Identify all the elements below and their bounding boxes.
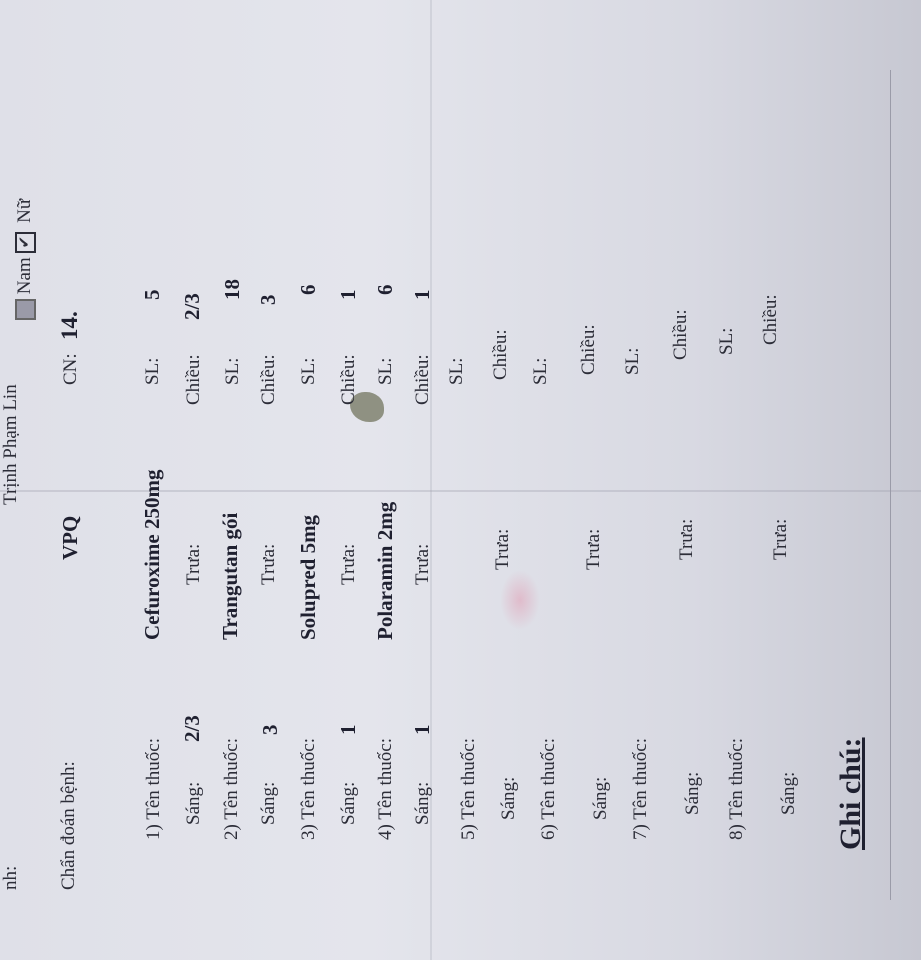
afternoon-label: Chiều: — [258, 354, 279, 405]
afternoon-label: Chiều: — [760, 294, 781, 345]
drug-label: 6) Tên thuốc: — [538, 737, 559, 840]
drug-label: 2) Tên thuốc: — [221, 737, 242, 840]
noon-label: Trưa: — [676, 518, 697, 560]
morning-label: Sáng: — [258, 781, 279, 825]
diagnosis-label: Chẩn đoán bệnh: — [58, 761, 79, 890]
morning-dose: 1 — [336, 724, 360, 735]
morning-label: Sáng: — [498, 776, 519, 820]
checkbox-checked-icon: ✔ — [15, 232, 36, 253]
quantity-label: SL: — [446, 357, 467, 385]
quantity-label: SL: — [716, 327, 737, 355]
morning-label: Sáng: — [590, 776, 611, 820]
quantity-value: 5 — [140, 289, 164, 300]
afternoon-label: Chiều: — [670, 309, 691, 360]
diagnosis-value: VPQ — [58, 515, 82, 560]
morning-label: Sáng: — [778, 771, 799, 815]
drug-label: 8) Tên thuốc: — [726, 737, 747, 840]
morning-label: Sáng: — [183, 781, 204, 825]
noon-label: Trưa: — [583, 528, 604, 570]
noon-label: Trưa: — [183, 543, 204, 585]
quantity-value: 18 — [220, 279, 244, 300]
afternoon-label: Chiều: — [338, 354, 359, 405]
drug-label: 5) Tên thuốc: — [458, 737, 479, 840]
quantity-label: SL: — [222, 357, 243, 385]
noon-label: Trưa: — [258, 543, 279, 585]
quantity-label: SL: — [298, 357, 319, 385]
drug-label: 1) Tên thuốc: — [143, 737, 164, 840]
afternoon-dose: 1 — [336, 289, 360, 300]
drug-label: 7) Tên thuốc: — [630, 737, 651, 840]
afternoon-dose: 3 — [256, 294, 280, 305]
afternoon-label: Chiều: — [490, 329, 511, 380]
noon-label: Trưa: — [492, 528, 513, 570]
afternoon-label: Chiều: — [412, 354, 433, 405]
quantity-label: SL: — [142, 357, 163, 385]
morning-dose: 2/3 — [180, 715, 204, 742]
drug-label: 3) Tên thuốc: — [298, 737, 319, 840]
afternoon-dose: 1 — [410, 289, 434, 300]
noon-label: Trưa: — [770, 518, 791, 560]
quantity-value: 6 — [373, 284, 397, 295]
drug-name: Cefuroxime 250mg — [140, 469, 164, 640]
afternoon-label: Chiều: — [578, 324, 599, 375]
empty-checkbox-icon — [15, 299, 36, 320]
morning-label: Sáng: — [412, 781, 433, 825]
afternoon-label: Chiều: — [183, 354, 204, 405]
gender-row — [14, 199, 36, 320]
female-label: Nữ — [14, 198, 35, 223]
quantity-label: SL: — [375, 357, 396, 385]
morning-label: Sáng: — [338, 781, 359, 825]
noon-label: Trưa: — [338, 543, 359, 585]
morning-dose: 3 — [258, 724, 282, 735]
drug-label: 4) Tên thuốc: — [375, 737, 396, 840]
patient-name: Trịnh Phạm Lin — [0, 384, 21, 505]
quantity-label: SL: — [530, 357, 551, 385]
weight-label: CN: — [60, 353, 81, 385]
note-heading: Ghi chú: — [834, 737, 867, 850]
drug-name: Solupred 5mg — [296, 514, 320, 640]
drug-name: Trangutan gói — [218, 512, 242, 640]
drug-name: Polaramin 2mg — [373, 501, 397, 640]
header-partial-label: nh: — [0, 865, 21, 890]
morning-label: Sáng: — [682, 771, 703, 815]
male-label: Nam — [14, 257, 35, 295]
weight-value: 14. — [57, 311, 82, 340]
quantity-value: 6 — [296, 284, 320, 295]
afternoon-dose: 2/3 — [180, 293, 204, 320]
quantity-label: SL: — [622, 347, 643, 375]
noon-label: Trưa: — [412, 543, 433, 585]
note-line — [890, 70, 891, 900]
morning-dose: 1 — [410, 724, 434, 735]
